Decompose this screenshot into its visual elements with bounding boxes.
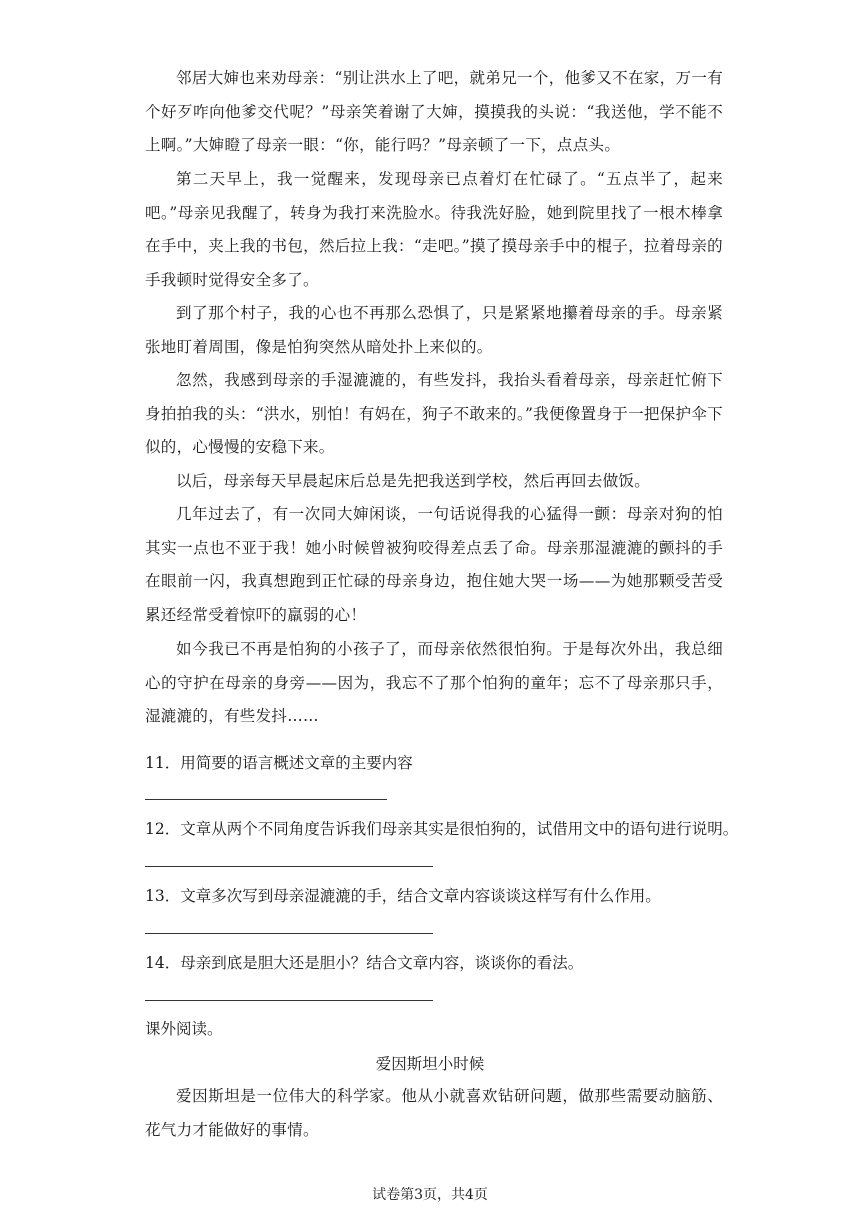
passage-paragraph: 几年过去了，有一次同大婶闲谈，一句话说得我的心猛得一颤：母亲对狗的怕其实一点也不亚于我！她小时候曾被狗咬得差点丢了命。母亲那湿漉漉的颤抖的手在眼前一闪，我真想跑到正忙碌的母亲身边，抱住她大哭一场——为她那颗受苦受累还经常受着惊吓的羸弱的心！ <box>145 505 723 624</box>
answer-line-12[interactable] <box>145 866 433 867</box>
passage-paragraph: 邻居大婶也来劝母亲：“别让洪水上了吧，就弟兄一个，他爹又不在家，万一有个好歹咋向他爹交代呢？”母亲笑着谢了大婶，摸摸我的头说：“我送他，学不能不上啊。”大婶瞪了母亲一眼：“你，能行吗？”母亲顿了一下，点点头。 <box>145 69 723 154</box>
question-12: 12．文章从两个不同角度告诉我们母亲其实是很怕狗的，试借用文中的语句进行说明。 <box>145 820 739 838</box>
passage-paragraph: 以后，母亲每天早晨起床后总是先把我送到学校，然后再回去做饭。 <box>176 472 651 490</box>
question-11: 11．用简要的语言概述文章的主要内容 <box>145 754 413 772</box>
article-title: 爱因斯坦小时候 <box>375 1055 485 1073</box>
question-13: 13．文章多次写到母亲湿漉漉的手，结合文章内容谈谈这样写有什么作用。 <box>145 887 661 905</box>
passage-paragraph: 如今我已不再是怕狗的小孩子了，而母亲依然很怕狗。于是每次外出，我总细心的守护在母亲的身旁——因为，我忘不了那个怕狗的童年；忘不了母亲那只手，湿漉漉的，有些发抖…… <box>145 640 723 725</box>
passage-paragraph: 忽然，我感到母亲的手湿漉漉的，有些发抖，我抬头看着母亲，母亲赶忙俯下身拍拍我的头：“洪水，别怕！有妈在，狗子不敢来的。”我便像置身于一把保护伞下似的，心慢慢的安稳下来。 <box>145 371 723 456</box>
passage-paragraph: 第二天早上，我一觉醒来，发现母亲已点着灯在忙碌了。“五点半了，起来吧。”母亲见我醒了，转身为我打来洗脸水。待我洗好脸，她到院里找了一根木棒拿在手中，夹上我的书包，然后拉上我：“走吧。”摸了摸母亲手中的棍子，拉着母亲的手我顿时觉得安全多了。 <box>145 170 723 289</box>
page-footer: 试卷第3页，共4页 <box>372 1187 488 1203</box>
passage-paragraph: 到了那个村子，我的心也不再那么恐惧了，只是紧紧地攥着母亲的手。母亲紧张地盯着周围，像是怕狗突然从暗处扑上来似的。 <box>145 304 723 356</box>
question-14: 14．母亲到底是胆大还是胆小？结合文章内容，谈谈你的看法。 <box>145 954 584 972</box>
answer-line-11[interactable] <box>145 799 387 800</box>
article-paragraph: 爱因斯坦是一位伟大的科学家。他从小就喜欢钻研问题，做那些需要动脑筋、花气力才能做好的事情。 <box>145 1087 723 1139</box>
section-label: 课外阅读。 <box>145 1020 223 1038</box>
answer-line-13[interactable] <box>145 933 433 934</box>
answer-line-14[interactable] <box>145 1000 433 1001</box>
